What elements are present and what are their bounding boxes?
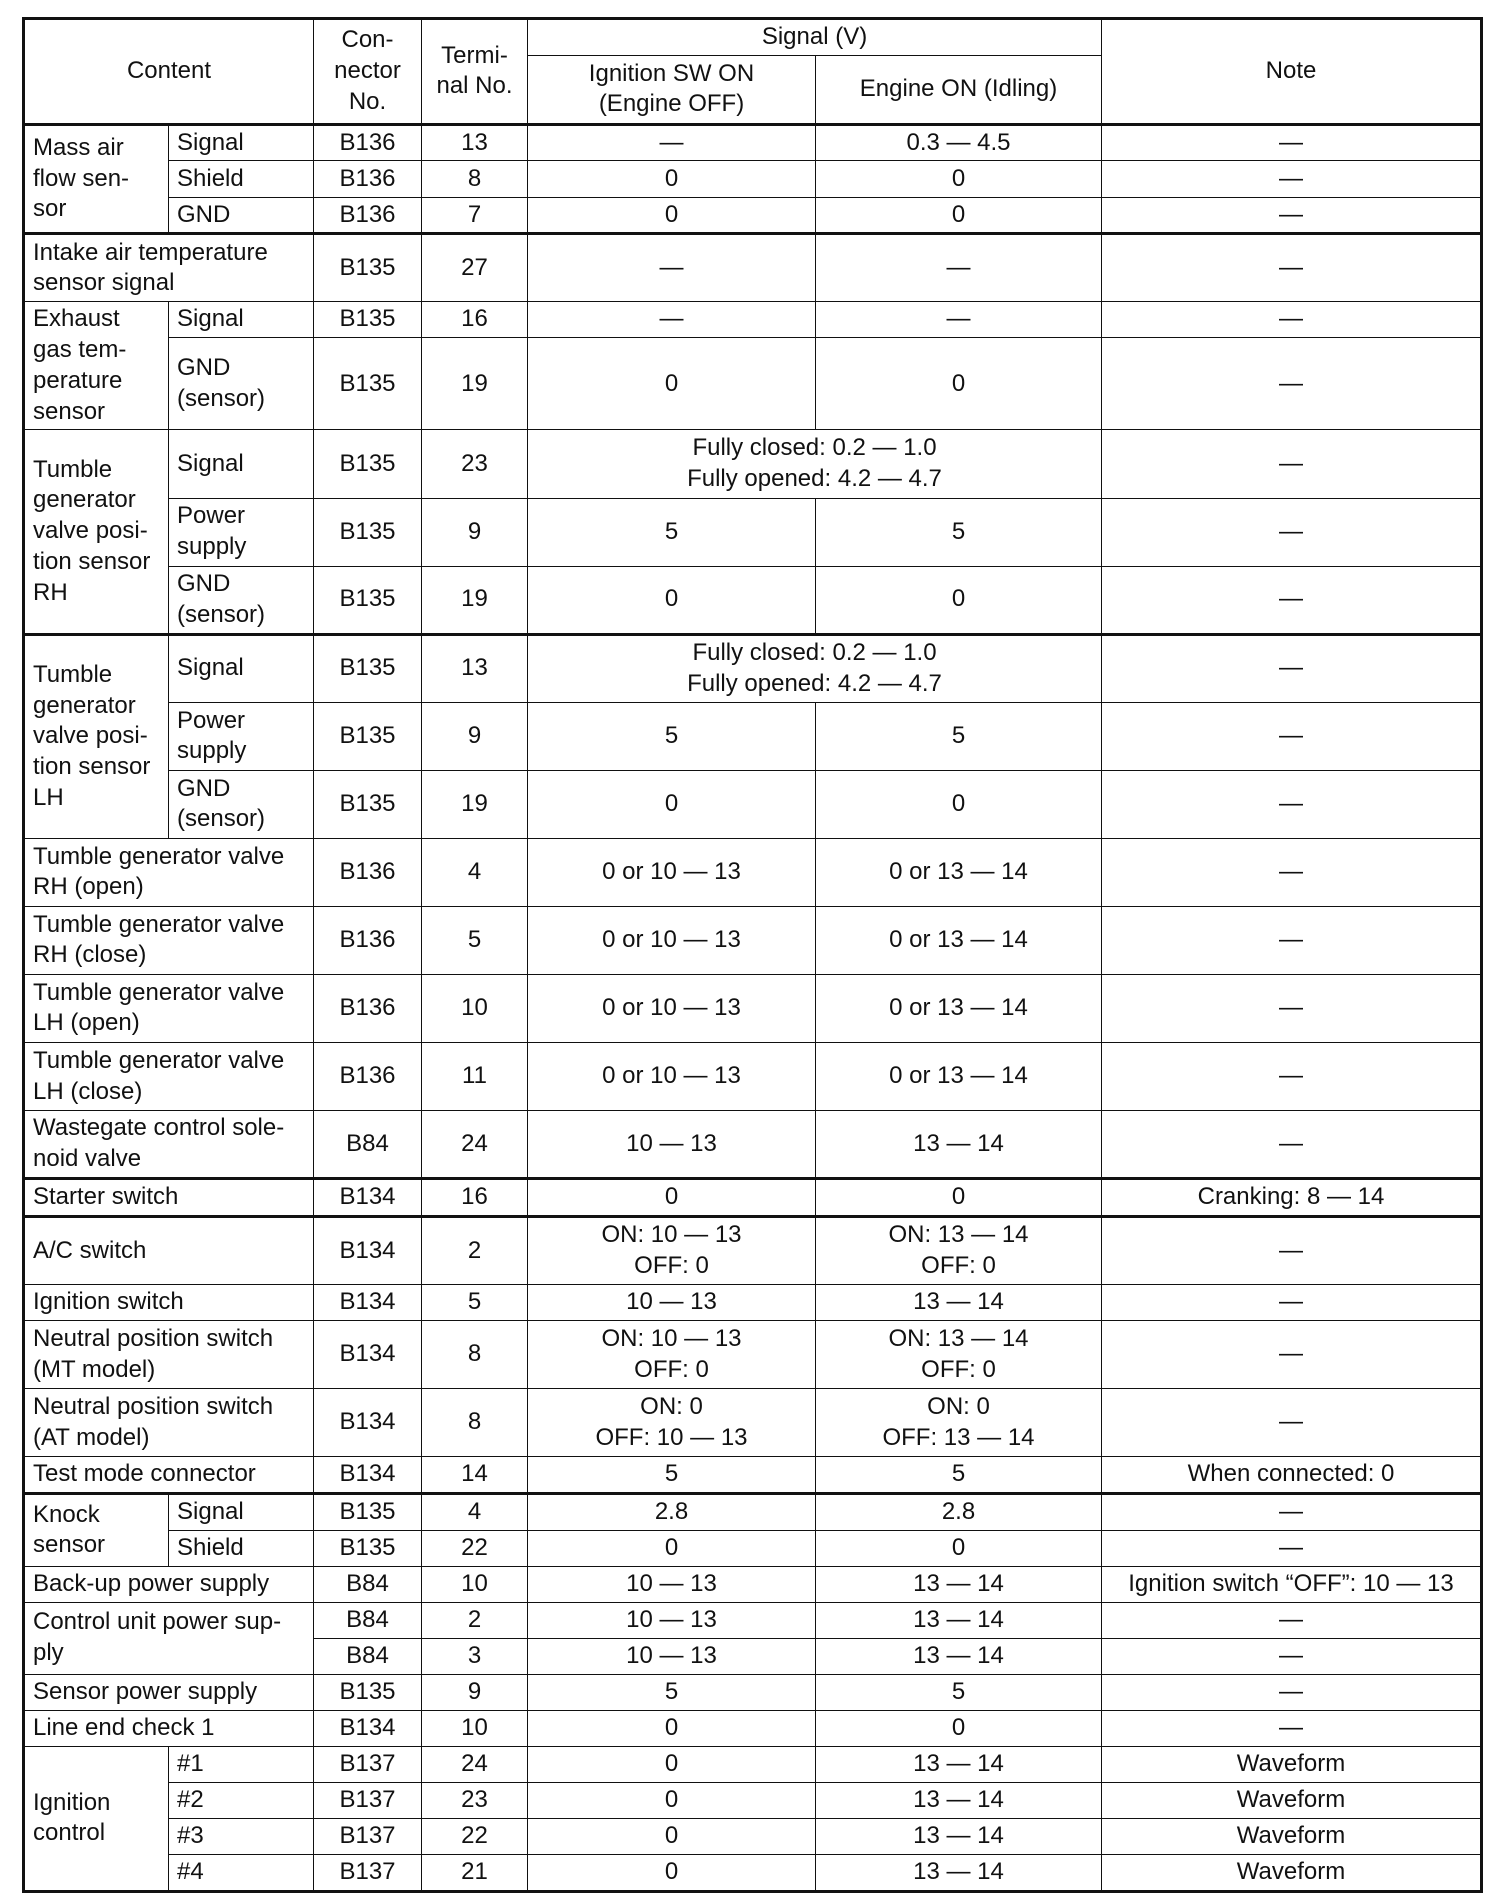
group-label: Ignition control	[24, 1746, 169, 1891]
content-cell: Sensor power supply	[24, 1674, 314, 1710]
sub-label: Signal	[169, 430, 314, 498]
ign-cell: 0 or 10 — 13	[528, 906, 816, 974]
note-cell: Waveform	[1102, 1854, 1482, 1891]
engine-cell: 0	[816, 1530, 1102, 1566]
terminal-cell: 23	[422, 1782, 528, 1818]
note-cell: Waveform	[1102, 1818, 1482, 1854]
engine-cell: ON: 13 — 14 OFF: 0	[816, 1320, 1102, 1388]
sub-label: Shield	[169, 1530, 314, 1566]
engine-cell: 2.8	[816, 1493, 1102, 1530]
table-row	[24, 302, 1482, 338]
ign-cell: 0	[528, 1818, 816, 1854]
sub-label: Signal	[169, 634, 314, 702]
engine-cell: 13 — 14	[816, 1566, 1102, 1602]
table-row	[24, 430, 1482, 498]
sub-label: #3	[169, 1818, 314, 1854]
terminal-cell: 9	[422, 498, 528, 566]
note-cell: —	[1102, 1389, 1482, 1457]
group-label: Mass air flow sen- sor	[24, 124, 169, 234]
engine-cell: 5	[816, 1674, 1102, 1710]
connector-cell: B137	[314, 1746, 422, 1782]
table-row	[24, 124, 1482, 161]
connector-cell: B136	[314, 974, 422, 1042]
note-cell: —	[1102, 566, 1482, 634]
terminal-cell: 24	[422, 1746, 528, 1782]
engine-cell: 0	[816, 1179, 1102, 1217]
terminal-cell: 21	[422, 1854, 528, 1891]
ign-cell: ON: 0 OFF: 10 — 13	[528, 1389, 816, 1457]
ign-cell: 0 or 10 — 13	[528, 1043, 816, 1111]
ign-cell: 10 — 13	[528, 1284, 816, 1320]
engine-cell: 13 — 14	[816, 1111, 1102, 1179]
ign-cell: 0	[528, 1179, 816, 1217]
engine-cell: 0	[816, 161, 1102, 197]
terminal-cell: 10	[422, 1566, 528, 1602]
table-row	[24, 566, 1482, 634]
connector-cell: B134	[314, 1457, 422, 1494]
terminal-cell: 4	[422, 1493, 528, 1530]
content-cell: Ignition switch	[24, 1284, 314, 1320]
note-cell: —	[1102, 234, 1482, 302]
terminal-cell: 13	[422, 634, 528, 702]
note-cell: —	[1102, 1530, 1482, 1566]
sub-label: GND (sensor)	[169, 566, 314, 634]
terminal-cell: 14	[422, 1457, 528, 1494]
ign-cell: 0	[528, 770, 816, 838]
ign-cell: 5	[528, 498, 816, 566]
connector-cell: B136	[314, 161, 422, 197]
content-cell: Wastegate control sole- noid valve	[24, 1111, 314, 1179]
ign-cell: —	[528, 302, 816, 338]
engine-cell: 5	[816, 702, 1102, 770]
table-row	[24, 1043, 1482, 1111]
connector-cell: B135	[314, 634, 422, 702]
connector-cell: B134	[314, 1389, 422, 1457]
content-cell: Intake air temperature sensor signal	[24, 234, 314, 302]
engine-cell: 0	[816, 566, 1102, 634]
content-cell: A/C switch	[24, 1216, 314, 1284]
table-row	[24, 338, 1482, 430]
engine-cell: 0.3 — 4.5	[816, 124, 1102, 161]
connector-cell: B134	[314, 1179, 422, 1217]
note-cell: —	[1102, 1674, 1482, 1710]
header-connector-no: Con- nector No.	[314, 19, 422, 125]
connector-cell: B135	[314, 338, 422, 430]
connector-cell: B84	[314, 1638, 422, 1674]
terminal-cell: 23	[422, 430, 528, 498]
table-row	[24, 1818, 1482, 1854]
note-cell: —	[1102, 430, 1482, 498]
terminal-cell: 24	[422, 1111, 528, 1179]
sub-label: #1	[169, 1746, 314, 1782]
table-row	[24, 1602, 1482, 1638]
table-row	[24, 1179, 1482, 1217]
note-cell: —	[1102, 838, 1482, 906]
terminal-cell: 13	[422, 124, 528, 161]
note-cell: —	[1102, 124, 1482, 161]
content-cell: Starter switch	[24, 1179, 314, 1217]
table-row	[24, 1674, 1482, 1710]
terminal-cell: 11	[422, 1043, 528, 1111]
ign-cell: —	[528, 234, 816, 302]
sub-label: #4	[169, 1854, 314, 1891]
terminal-cell: 10	[422, 1710, 528, 1746]
signal-table	[22, 17, 1483, 1893]
sub-label: Shield	[169, 161, 314, 197]
note-cell: —	[1102, 974, 1482, 1042]
engine-cell: 13 — 14	[816, 1818, 1102, 1854]
content-cell: Tumble generator valve LH (close)	[24, 1043, 314, 1111]
sub-label: GND	[169, 197, 314, 234]
connector-cell: B135	[314, 302, 422, 338]
ign-cell: 0	[528, 197, 816, 234]
header-engine-on: Engine ON (Idling)	[816, 55, 1102, 124]
connector-cell: B135	[314, 430, 422, 498]
group-label: Control unit power sup- ply	[24, 1602, 314, 1674]
merged-signal-cell: Fully closed: 0.2 — 1.0 Fully opened: 4.2 — 4.7	[528, 634, 1102, 702]
terminal-cell: 7	[422, 197, 528, 234]
note-cell: —	[1102, 338, 1482, 430]
connector-cell: B137	[314, 1818, 422, 1854]
note-cell: —	[1102, 302, 1482, 338]
terminal-cell: 3	[422, 1638, 528, 1674]
engine-cell: 0	[816, 338, 1102, 430]
content-cell: Tumble generator valve RH (close)	[24, 906, 314, 974]
terminal-cell: 22	[422, 1530, 528, 1566]
table-row	[24, 1566, 1482, 1602]
table-row	[24, 1389, 1482, 1457]
engine-cell: 0	[816, 1710, 1102, 1746]
engine-cell: 0 or 13 — 14	[816, 838, 1102, 906]
terminal-cell: 27	[422, 234, 528, 302]
terminal-cell: 16	[422, 302, 528, 338]
content-cell: Neutral position switch (MT model)	[24, 1320, 314, 1388]
note-cell: —	[1102, 1638, 1482, 1674]
connector-cell: B135	[314, 1674, 422, 1710]
connector-cell: B135	[314, 566, 422, 634]
terminal-cell: 19	[422, 770, 528, 838]
table-row	[24, 1530, 1482, 1566]
ign-cell: 0 or 10 — 13	[528, 974, 816, 1042]
ign-cell: 0	[528, 1530, 816, 1566]
group-label: Knock sensor	[24, 1493, 169, 1566]
table-row	[24, 1746, 1482, 1782]
connector-cell: B134	[314, 1320, 422, 1388]
sub-label: #2	[169, 1782, 314, 1818]
engine-cell: 13 — 14	[816, 1602, 1102, 1638]
note-cell: —	[1102, 634, 1482, 702]
note-cell: —	[1102, 1320, 1482, 1388]
terminal-cell: 5	[422, 1284, 528, 1320]
ign-cell: 2.8	[528, 1493, 816, 1530]
ign-cell: 0	[528, 161, 816, 197]
content-cell: Back-up power supply	[24, 1566, 314, 1602]
connector-cell: B135	[314, 702, 422, 770]
connector-cell: B84	[314, 1566, 422, 1602]
note-cell: Waveform	[1102, 1782, 1482, 1818]
connector-cell: B136	[314, 124, 422, 161]
header-row-1	[24, 19, 1482, 56]
sub-label: Signal	[169, 302, 314, 338]
ign-cell: —	[528, 124, 816, 161]
connector-cell: B135	[314, 498, 422, 566]
table-row	[24, 702, 1482, 770]
terminal-cell: 9	[422, 702, 528, 770]
group-label: Tumble generator valve posi- tion sensor LH	[24, 634, 169, 838]
connector-cell: B136	[314, 1043, 422, 1111]
content-cell: Tumble generator valve LH (open)	[24, 974, 314, 1042]
table-row	[24, 838, 1482, 906]
ign-cell: 0	[528, 1746, 816, 1782]
terminal-cell: 8	[422, 161, 528, 197]
ign-cell: 0 or 10 — 13	[528, 838, 816, 906]
engine-cell: —	[816, 302, 1102, 338]
ign-cell: 0	[528, 338, 816, 430]
engine-cell: 0	[816, 197, 1102, 234]
terminal-cell: 16	[422, 1179, 528, 1217]
table-row	[24, 1854, 1482, 1891]
connector-cell: B137	[314, 1782, 422, 1818]
table-row	[24, 1284, 1482, 1320]
ign-cell: 10 — 13	[528, 1111, 816, 1179]
table-row	[24, 234, 1482, 302]
sub-label: Power supply	[169, 702, 314, 770]
note-cell: —	[1102, 161, 1482, 197]
terminal-cell: 22	[422, 1818, 528, 1854]
header-note: Note	[1102, 19, 1482, 125]
note-cell: —	[1102, 1043, 1482, 1111]
table-row	[24, 161, 1482, 197]
content-cell: Test mode connector	[24, 1457, 314, 1494]
connector-cell: B134	[314, 1710, 422, 1746]
connector-cell: B136	[314, 838, 422, 906]
note-cell: —	[1102, 1602, 1482, 1638]
table-row	[24, 1216, 1482, 1284]
terminal-cell: 8	[422, 1320, 528, 1388]
table-row	[24, 498, 1482, 566]
sub-label: Power supply	[169, 498, 314, 566]
ign-cell: 5	[528, 1457, 816, 1494]
engine-cell: 5	[816, 1457, 1102, 1494]
engine-cell: 13 — 14	[816, 1638, 1102, 1674]
table-row	[24, 1457, 1482, 1494]
terminal-cell: 5	[422, 906, 528, 974]
ign-cell: 0	[528, 1782, 816, 1818]
sub-label: Signal	[169, 1493, 314, 1530]
note-cell: —	[1102, 1216, 1482, 1284]
connector-cell: B135	[314, 770, 422, 838]
terminal-cell: 2	[422, 1216, 528, 1284]
note-cell: —	[1102, 1493, 1482, 1530]
connector-cell: B135	[314, 234, 422, 302]
engine-cell: 13 — 14	[816, 1782, 1102, 1818]
ign-cell: 5	[528, 1674, 816, 1710]
table-row	[24, 1493, 1482, 1530]
engine-cell: 5	[816, 498, 1102, 566]
ign-cell: 0	[528, 1710, 816, 1746]
terminal-cell: 10	[422, 974, 528, 1042]
terminal-cell: 8	[422, 1389, 528, 1457]
ign-cell: 10 — 13	[528, 1566, 816, 1602]
note-cell: —	[1102, 1710, 1482, 1746]
content-cell: Tumble generator valve RH (open)	[24, 838, 314, 906]
table-row	[24, 1710, 1482, 1746]
connector-cell: B84	[314, 1602, 422, 1638]
group-label: Exhaust gas tem- perature sensor	[24, 302, 169, 430]
note-cell: Cranking: 8 — 14	[1102, 1179, 1482, 1217]
engine-cell: 13 — 14	[816, 1854, 1102, 1891]
ign-cell: 5	[528, 702, 816, 770]
engine-cell: 13 — 14	[816, 1284, 1102, 1320]
terminal-cell: 4	[422, 838, 528, 906]
merged-signal-cell: Fully closed: 0.2 — 1.0 Fully opened: 4.2 — 4.7	[528, 430, 1102, 498]
terminal-cell: 19	[422, 338, 528, 430]
engine-cell: —	[816, 234, 1102, 302]
engine-cell: ON: 0 OFF: 13 — 14	[816, 1389, 1102, 1457]
engine-cell: 0 or 13 — 14	[816, 974, 1102, 1042]
note-cell: —	[1102, 197, 1482, 234]
sub-label: GND (sensor)	[169, 338, 314, 430]
note-cell: —	[1102, 498, 1482, 566]
terminal-cell: 2	[422, 1602, 528, 1638]
note-cell: —	[1102, 1111, 1482, 1179]
connector-cell: B135	[314, 1530, 422, 1566]
ign-cell: 0	[528, 566, 816, 634]
engine-cell: 0	[816, 770, 1102, 838]
connector-cell: B84	[314, 1111, 422, 1179]
table-row	[24, 1782, 1482, 1818]
connector-cell: B135	[314, 1493, 422, 1530]
engine-cell: 0 or 13 — 14	[816, 1043, 1102, 1111]
connector-cell: B137	[314, 1854, 422, 1891]
table-row	[24, 974, 1482, 1042]
note-cell: —	[1102, 906, 1482, 974]
header-ignition-sw-on: Ignition SW ON (Engine OFF)	[528, 55, 816, 124]
terminal-cell: 19	[422, 566, 528, 634]
header-terminal-no: Termi- nal No.	[422, 19, 528, 125]
connector-cell: B136	[314, 197, 422, 234]
table-row	[24, 634, 1482, 702]
table-row	[24, 906, 1482, 974]
note-cell: —	[1102, 702, 1482, 770]
ign-cell: 10 — 13	[528, 1638, 816, 1674]
table-row	[24, 770, 1482, 838]
ign-cell: 10 — 13	[528, 1602, 816, 1638]
note-cell: —	[1102, 1284, 1482, 1320]
group-label: Tumble generator valve posi- tion sensor RH	[24, 430, 169, 634]
connector-cell: B134	[314, 1284, 422, 1320]
note-cell: —	[1102, 770, 1482, 838]
header-signal: Signal (V)	[528, 19, 1102, 56]
connector-cell: B134	[314, 1216, 422, 1284]
terminal-cell: 9	[422, 1674, 528, 1710]
engine-cell: ON: 13 — 14 OFF: 0	[816, 1216, 1102, 1284]
sub-label: GND (sensor)	[169, 770, 314, 838]
table-row	[24, 197, 1482, 234]
sub-label: Signal	[169, 124, 314, 161]
note-cell: When connected: 0	[1102, 1457, 1482, 1494]
table-row	[24, 1320, 1482, 1388]
content-cell: Neutral position switch (AT model)	[24, 1389, 314, 1457]
note-cell: Ignition switch “OFF”: 10 — 13	[1102, 1566, 1482, 1602]
engine-cell: 0 or 13 — 14	[816, 906, 1102, 974]
connector-cell: B136	[314, 906, 422, 974]
content-cell: Line end check 1	[24, 1710, 314, 1746]
note-cell: Waveform	[1102, 1746, 1482, 1782]
ign-cell: ON: 10 — 13 OFF: 0	[528, 1320, 816, 1388]
ign-cell: ON: 10 — 13 OFF: 0	[528, 1216, 816, 1284]
table-row	[24, 1111, 1482, 1179]
header-content: Content	[24, 19, 314, 125]
ign-cell: 0	[528, 1854, 816, 1891]
engine-cell: 13 — 14	[816, 1746, 1102, 1782]
